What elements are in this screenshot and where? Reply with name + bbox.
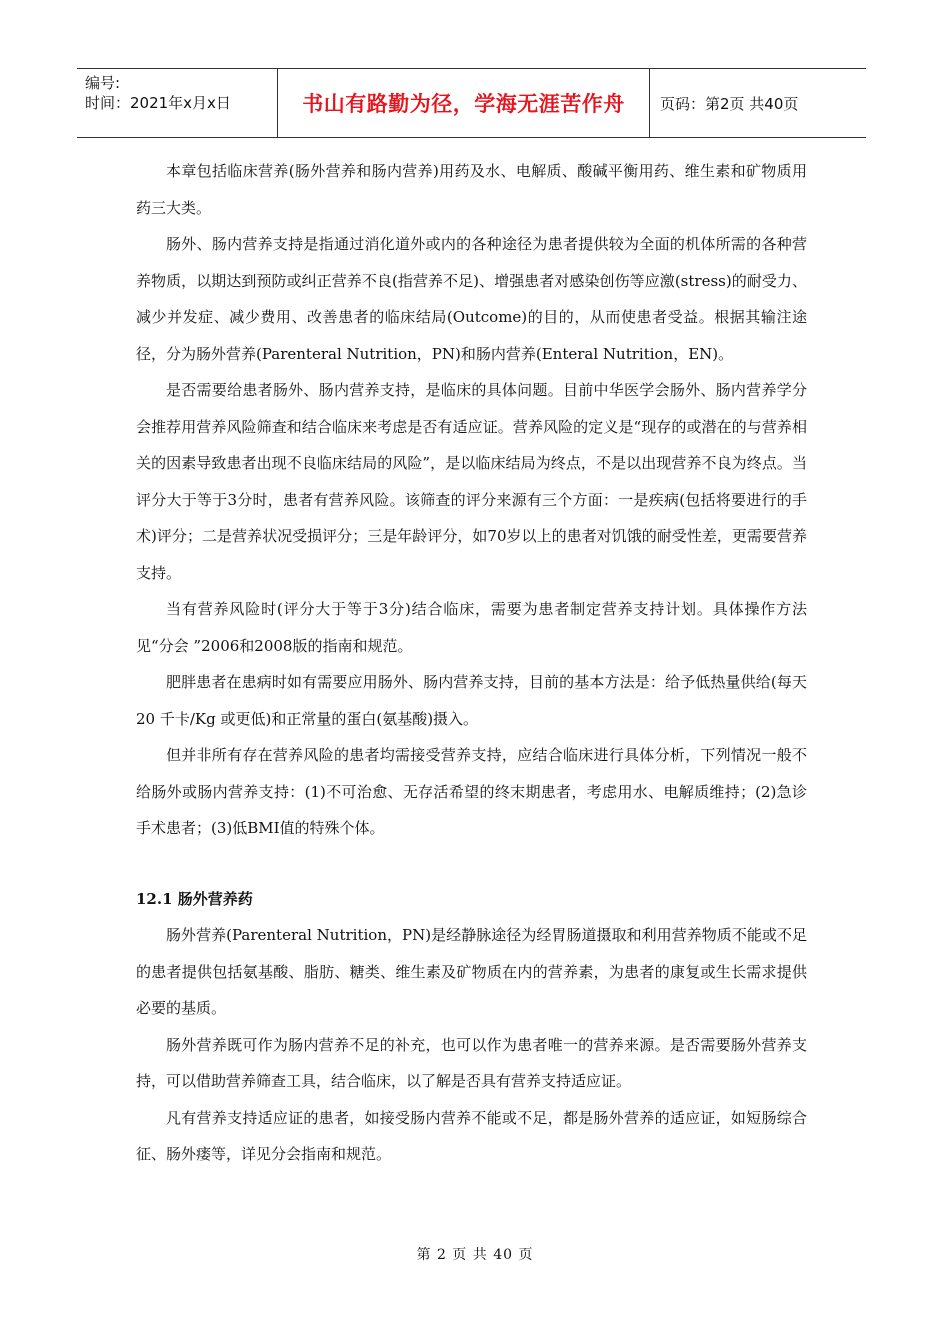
header-right-cell — [650, 69, 866, 137]
page-number-label: 页码：第2页 共40页 — [660, 94, 799, 113]
page-header — [77, 68, 866, 138]
serial-number-label: 编号: — [85, 74, 121, 92]
paragraph: 但并非所有存在营养风险的患者均需接受营养支持，应结合临床进行具体分析，下列情况一般不给肠外或肠内营养支持：(1)不可治愈、无存活希望的终末期患者，考虑用水、电解质维持；(2)急诊手术患者；(3)低BMI值的特殊个体。 — [136, 746, 807, 837]
paragraph: 肥胖患者在患病时如有需要应用肠外、肠内营养支持，目前的基本方法是：给予低热量供给(每天 20 千卡/Kg 或更低)和正常量的蛋白(氨基酸)摄入。 — [136, 673, 807, 728]
header-motto-cell — [278, 69, 650, 137]
section-spacer — [136, 847, 807, 881]
header-motto: 书山有路勤为径，学海无涯苦作舟 — [302, 92, 625, 116]
page-footer: 第 2 页 共 40 页 — [416, 1247, 534, 1263]
header-left-cell — [77, 69, 278, 137]
paragraph: 凡有营养支持适应证的患者，如接受肠内营养不能或不足，都是肠外营养的适应证，如短肠综合征、肠外瘘等，详见分会指南和规范。 — [136, 1108, 807, 1163]
paragraph: 肠外营养既可作为肠内营养不足的补充，也可以作为患者唯一的营养来源。是否需要肠外营养支持，可以借助营养筛查工具，结合临床，以了解是否具有营养支持适应证。 — [136, 1035, 807, 1090]
paragraph: 是否需要给患者肠外、肠内营养支持，是临床的具体问题。目前中华医学会肠外、肠内营养学分会推荐用营养风险筛查和结合临床来考虑是否有适应证。营养风险的定义是“现存的或潜在的与营养相关的因素导致患者出现不良临床结局的风险”，是以临床结局为终点，不是以出现营养不良为终点。当评分大于等于3分时，患者有营养风险。该筛查的评分来源有三个方面：一是疾病(包括将要进行的手术)评分；二是营养状况受损评分；三是年龄评分，如70岁以上的患者对饥饿的耐受性差，更需要营养支持。 — [136, 381, 807, 582]
paragraph: 肠外、肠内营养支持是指通过消化道外或内的各种途径为患者提供较为全面的机体所需的各种营养物质，以期达到预防或纠正营养不良(指营养不足)、增强患者对感染创伤等应激(stress)的耐受力、减少并发症、减少费用、改善患者的临床结局(Outcome)的目的，从而使患者受益。根据其输注途径，分为肠外营养(Parenteral Nutrition，PN)和肠内营养(Enteral Nutrition，EN)。 — [136, 235, 807, 363]
paragraph: 肠外营养(Parenteral Nutrition，PN)是经静脉途径为经胃肠道摄取和利用营养物质不能或不足的患者提供包括氨基酸、脂肪、糖类、维生素及矿物质在内的营养素，为患者的康复或生长需求提供必要的基质。 — [136, 926, 807, 1017]
document-body — [136, 153, 807, 1173]
date-label: 时间：2021年x月x日 — [85, 94, 231, 112]
paragraph: 本章包括临床营养(肠外营养和肠内营养)用药及水、电解质、酸碱平衡用药、维生素和矿物质用药三大类。 — [136, 162, 807, 217]
section-heading: 12.1 肠外营养药 — [136, 889, 253, 908]
paragraph: 当有营养风险时(评分大于等于3分)结合临床，需要为患者制定营养支持计划。具体操作方法见“分会 ”2006和2008版的指南和规范。 — [136, 600, 807, 655]
